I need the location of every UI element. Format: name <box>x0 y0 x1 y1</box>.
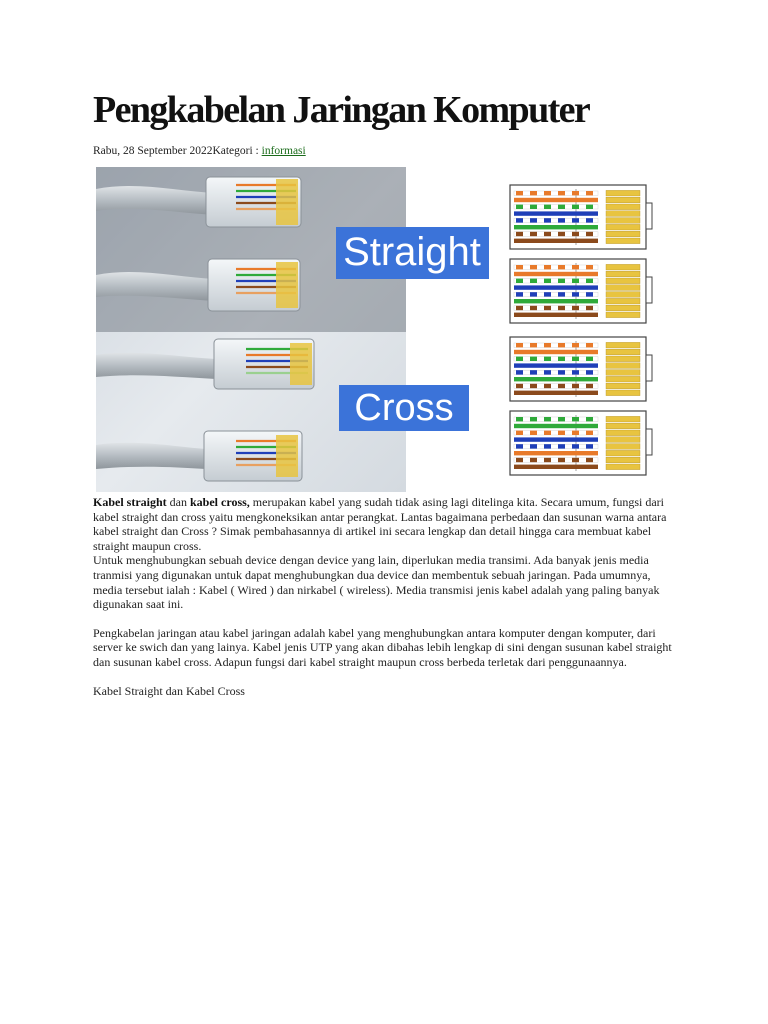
rj45-diagram <box>510 185 652 249</box>
article-title: Pengkabelan Jaringan Komputer <box>93 89 590 131</box>
article-date: Rabu, 28 September 2022 <box>93 145 213 157</box>
category-prefix: Kategori : <box>212 145 262 157</box>
category-link[interactable]: informasi <box>261 145 306 157</box>
article-meta <box>93 145 306 157</box>
rj45-diagram <box>510 259 652 323</box>
rj45-diagram <box>510 411 652 475</box>
cable-figure <box>96 167 666 492</box>
article-body <box>93 495 675 698</box>
rj45-diagram <box>510 337 652 401</box>
cross-label: Cross <box>354 387 454 429</box>
paragraph-intro: Kabel straight dan kabel cross, merupakan kabel yang sudah tidak asing lagi ditelinga kita. Secara umum, fungsi dari kabel straight dan cross yaitu mengkoneksikan antar perangkat. Lantas bagaimana perbedaan dan susunan warna antara kabel straight dan Cross ? Simak pembahasannya di artikel ini secara lengkap dan detail hingga cara membuat kabel straight maupun cross. <box>93 495 667 553</box>
section-heading: Kabel Straight dan Kabel Cross <box>93 683 245 698</box>
paragraph-cabling: Pengkabelan jaringan atau kabel jaringan adalah kabel yang menghubungkan antara komputer dengan komputer, dari server ke swich dan yang lainya. Kabel jenis UTP yang akan dibahas lebih lengkap di sini dengan susunan kabel straight dan susunan kabel cross. Adapun fungsi dari kabel straight maupun cross berbeda terletak dari penggunaannya. <box>93 625 672 669</box>
paragraph-media: Untuk menghubungkan sebuah device dengan device yang lain, diperlukan media transimi. Ada banyak jenis media tranmisi yang digunakan untuk dapat menghubungkan dua device dan membentuk sebuah jaringan. Pada umumnya, media tersebut ialah : Kabel ( Wired ) dan nirkabel ( wireless). Media transmisi jenis kabel adalah yang paling banyak digunakan saat ini. <box>93 553 660 612</box>
term-straight: Kabel straight <box>93 495 167 509</box>
term-cross: kabel cross, <box>190 495 250 509</box>
straight-label: Straight <box>343 230 481 274</box>
